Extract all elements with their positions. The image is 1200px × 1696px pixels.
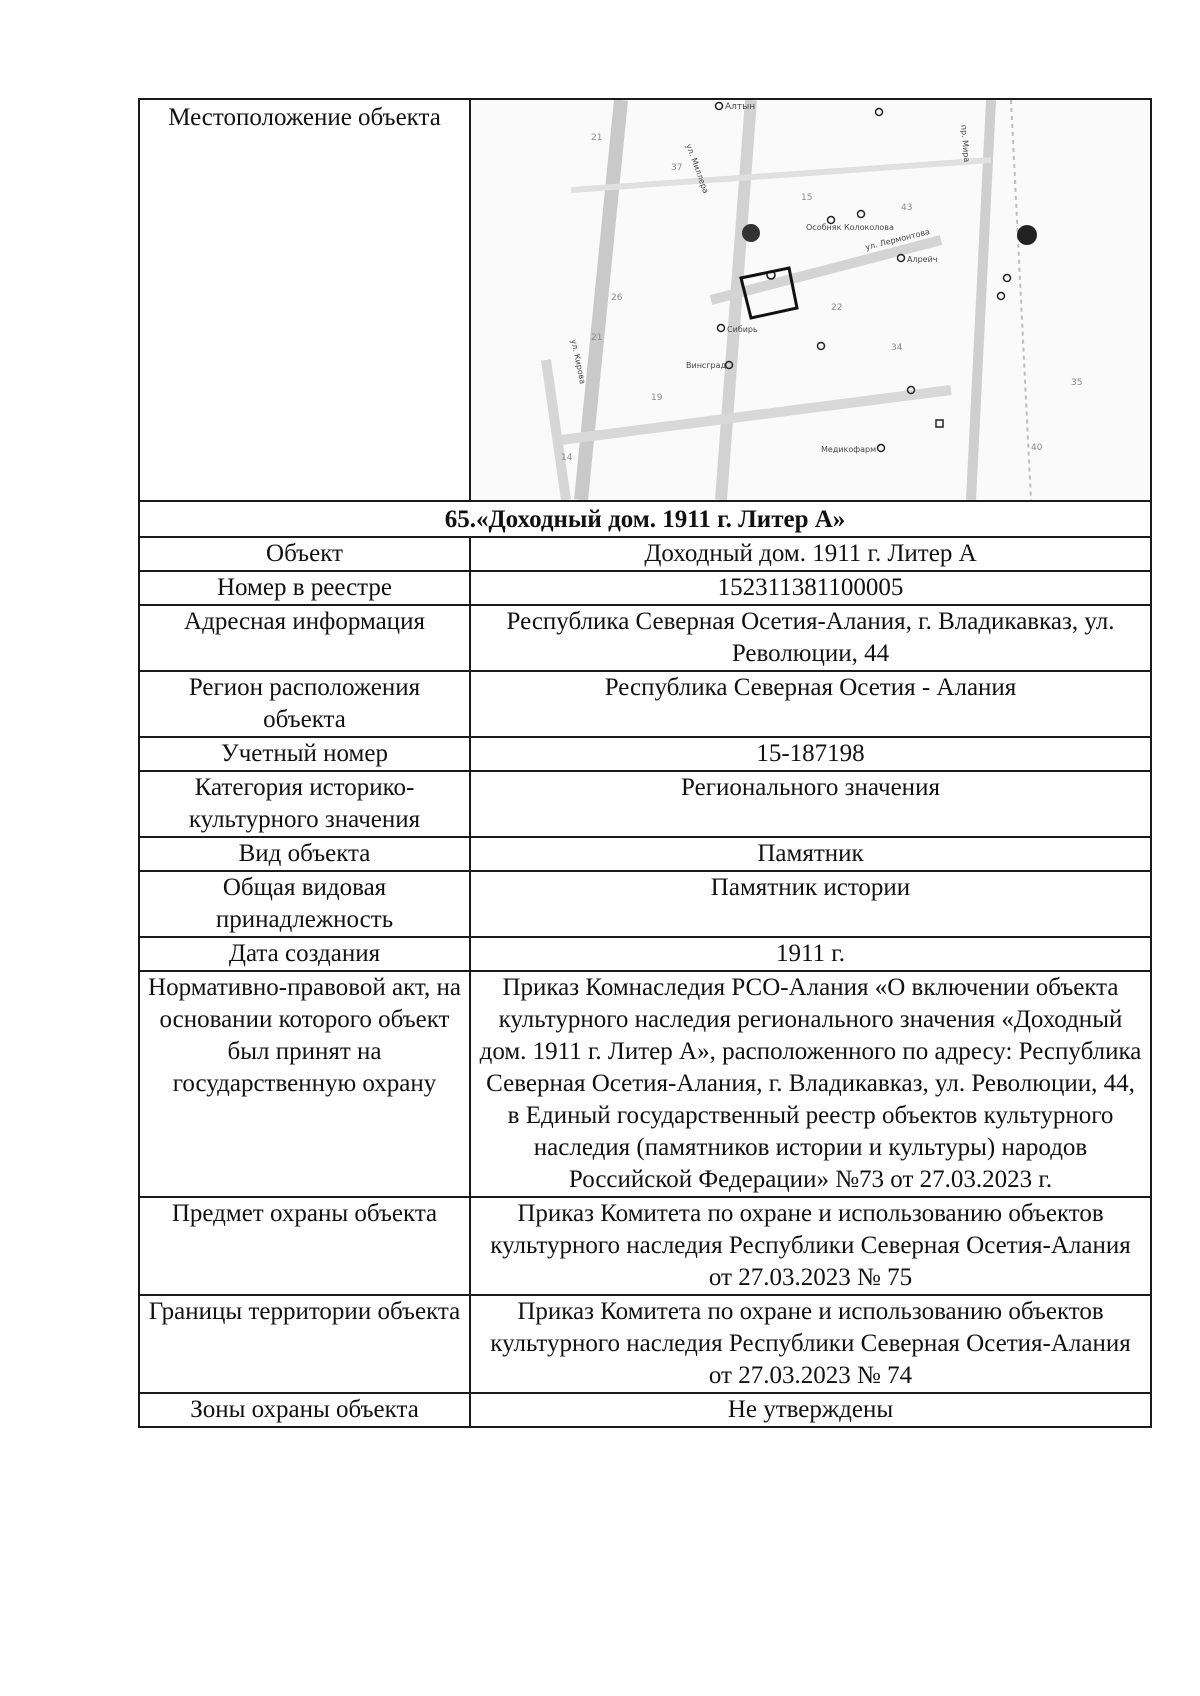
table-row [139,671,1151,737]
map-label: Сибирь [727,325,758,334]
map-label: Алтын [725,102,756,112]
row-label: Границы территории объекта [139,1295,470,1393]
table-row [139,605,1151,671]
row-value: 15-187198 [470,737,1151,771]
table-row [139,1197,1151,1295]
row-label: Учетный номер [139,737,470,771]
row-value: Памятник истории [470,871,1151,937]
svg-text:43: 43 [901,203,913,213]
row-label: Зоны охраны объекта [139,1393,470,1427]
row-value: 1911 г. [470,937,1151,971]
row-label: Объект [139,537,470,571]
map-label: ул. Лермонтова [864,227,931,252]
table-row [139,837,1151,871]
row-label: Регион расположения объекта [139,671,470,737]
row-label: Общая видовая принадлежность [139,871,470,937]
table-row [139,871,1151,937]
row-value: Памятник [470,837,1151,871]
map-label: ул. Миллера [684,142,711,195]
row-value: Приказ Комитета по охране и использованию объектов культурного наследия Республики Северная Осетия-Алания от 27.03.2023 № 74 [470,1295,1151,1393]
location-row [139,99,1151,501]
heritage-object-table [138,98,1152,1428]
row-value: Регионального значения [470,771,1151,837]
location-label: Местоположение объекта [139,99,470,501]
document-page [138,98,1152,1428]
row-label: Нормативно-правовой акт, на основании которого объект был принят на государственную охрану [139,971,470,1197]
table-row [139,1295,1151,1393]
row-value: 152311381100005 [470,571,1151,605]
svg-text:15: 15 [801,193,813,203]
row-label: Номер в реестре [139,571,470,605]
svg-text:37: 37 [671,163,683,173]
table-row [139,1393,1151,1427]
row-label: Вид объекта [139,837,470,871]
row-value: Республика Северная Осетия-Алания, г. Владикавказ, ул. Революции, 44 [470,605,1151,671]
table-row [139,771,1151,837]
map-label: ул. Кирова [569,338,588,385]
map-label: пр. Мира [959,124,972,163]
map-label: Медикофарм [821,445,877,454]
svg-text:19: 19 [651,393,663,403]
section-title-row [139,501,1151,537]
row-label: Категория историко-культурного значения [139,771,470,837]
row-label: Предмет охраны объекта [139,1197,470,1295]
svg-text:26: 26 [611,293,623,303]
table-row [139,537,1151,571]
svg-text:14: 14 [561,453,573,463]
row-value: Приказ Комитета по охране и использованию объектов культурного наследия Республики Северная Осетия-Алания от 27.03.2023 № 75 [470,1197,1151,1295]
svg-text:34: 34 [891,343,903,353]
table-row [139,937,1151,971]
svg-text:22: 22 [831,303,843,313]
svg-text:21: 21 [591,333,603,343]
location-map-image [471,100,1151,500]
row-value: Республика Северная Осетия - Алания [470,671,1151,737]
row-label: Адресная информация [139,605,470,671]
row-label: Дата создания [139,937,470,971]
table-row [139,971,1151,1197]
section-title: 65.«Доходный дом. 1911 г. Литер А» [139,501,1151,537]
row-value: Не утверждены [470,1393,1151,1427]
map-label: Винсград [686,361,727,370]
table-row [139,571,1151,605]
map-label: Особняк Колоколова [806,223,894,232]
location-map [470,99,1151,501]
svg-text:21: 21 [591,133,603,143]
svg-text:40: 40 [1031,443,1043,453]
map-label: Алрейч [907,255,938,264]
row-value: Доходный дом. 1911 г. Литер А [470,537,1151,571]
table-row [139,737,1151,771]
svg-text:35: 35 [1071,378,1083,388]
row-value: Приказ Комнаследия РСО-Алания «О включении объекта культурного наследия регионального значения «Доходный дом. 1911 г. Литер А», расположенного по адресу: Республика Северная Осетия-Алания, г. Владикавказ, ул. Революции, 44, в Единый государственный реестр объектов культурного наследия (памятников истории и культуры) народов Российской Федерации» №73 от 27.03.2023 г. [470,971,1151,1197]
